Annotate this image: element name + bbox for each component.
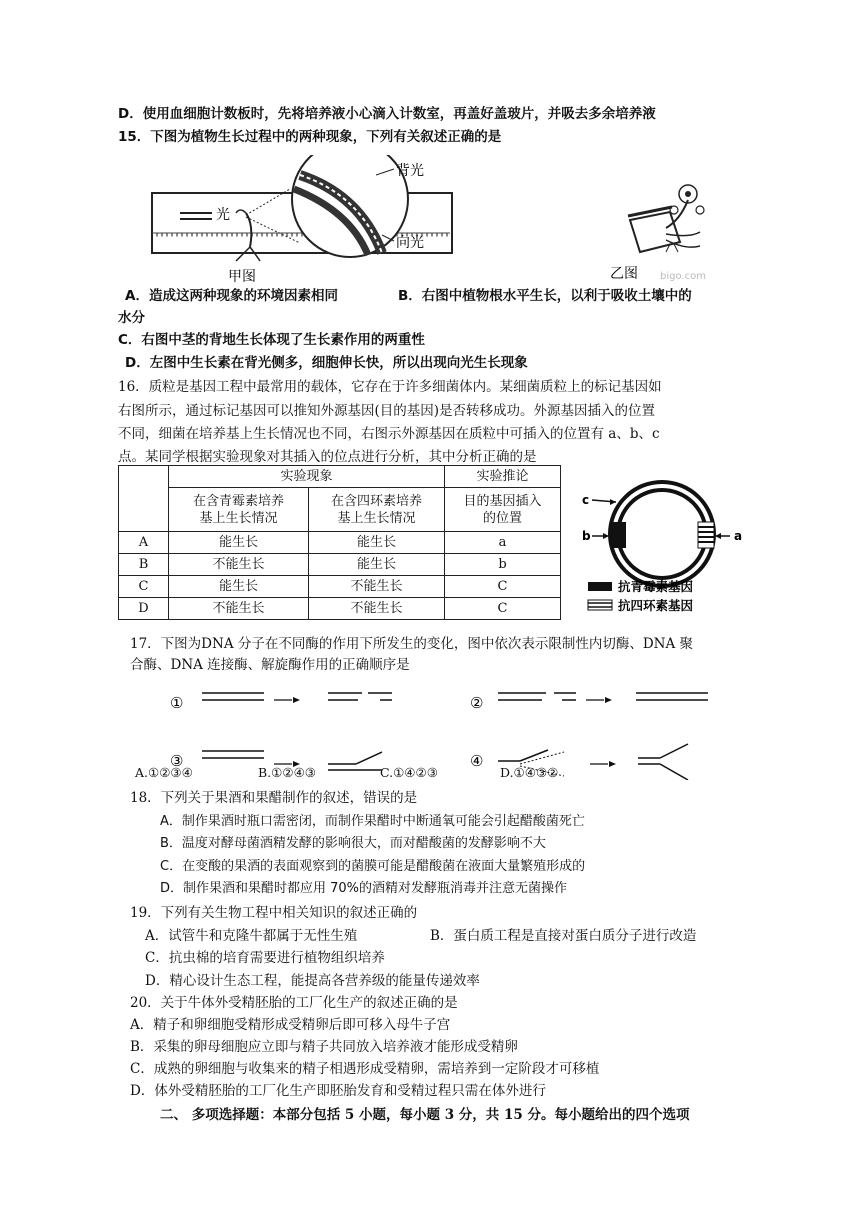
table-row: B 不能生长 能生长 b [119, 554, 561, 576]
q17-option-a: A.①②③④ [135, 765, 193, 780]
diagram-mark-2: ② [470, 694, 484, 712]
q18-stem: 18．下列关于果酒和果醋制作的叙述，错误的是 [130, 790, 418, 806]
fig15-left-caption: 甲图 [228, 269, 256, 285]
table-header-inference: 实验推论 [445, 466, 561, 488]
q16-stem-line-4: 点。某同学根据实验现象对其插入的位点进行分析，其中分析正确的是 [118, 449, 537, 465]
plasmid-label-b: b [582, 529, 591, 543]
fig15-right-caption: 乙图 [610, 266, 638, 282]
penicillin-gene-block [610, 522, 626, 548]
fig15-toward-light-label: 向光 [396, 235, 424, 251]
legend-penicillin-label: 抗青霉素基因 [618, 579, 694, 594]
q19-option-d: D．精心设计生态工程，能提高各营养级的能量传递效率 [145, 973, 480, 989]
q18-option-c: C．在变酸的果酒的表面观察到的菌膜可能是醋酸菌在液面大量繁殖形成的 [160, 859, 586, 874]
diagram-mark-3: ③ [170, 752, 184, 770]
q20-option-d: D．体外受精胚胎的工厂化生产即胚胎发育和受精过程只需在体外进行 [130, 1083, 546, 1099]
q14-option-d: D．使用血细胞计数板时，先将培养液小心滴入计数室，再盖好盖玻片，并吸去多余培养液 [118, 106, 656, 122]
plasmid-label-a: a [734, 529, 743, 543]
q18-option-d: D．制作果酒和果醋时都应用 70%的酒精对发酵瓶消毒并注意无菌操作 [160, 881, 568, 896]
q15-option-d: D．左图中生长素在背光侧多，细胞伸长快，所以出现向光生长现象 [125, 355, 528, 371]
legend-penicillin-swatch [588, 582, 612, 591]
q17-stem-line-2: 合酶、DNA 连接酶、解旋酶作用的正确顺序是 [130, 657, 410, 673]
fig15-watermark: bigo.com [660, 271, 706, 282]
q15-stem: 15．下图为植物生长过程中的两种现象，下列有关叙述正确的是 [118, 129, 502, 145]
legend-tetracycline-swatch [588, 600, 612, 610]
q18-option-a: A．制作果酒时瓶口需密闭，而制作果醋时中断通氧可能会引起醋酸菌死亡 [160, 814, 585, 829]
table-corner-cell [119, 466, 169, 532]
table-col-penicillin: 在含青霉素培养 基上生长情况 [169, 488, 309, 532]
q17-dna-diagram [160, 680, 720, 780]
fig15-back-light-label: 背光 [396, 163, 424, 179]
q16-stem-line-1: 16．质粒是基因工程中最常用的载体，它存在于许多细菌体内。某细菌质粒上的标记基因如 [118, 379, 662, 395]
q19-option-b: B．蛋白质工程是直接对蛋白质分子进行改造 [430, 928, 697, 944]
q20-option-b: B．采集的卵母细胞应立即与精子共同放入培养液才能形成受精卵 [130, 1039, 518, 1055]
q16-experiment-table [118, 465, 561, 620]
q18-option-b: B．温度对酵母菌酒精发酵的影响很大，而对醋酸菌的发酵影响不大 [160, 836, 546, 851]
table-header-phenomenon: 实验现象 [169, 466, 445, 488]
plasmid-label-c: c [582, 493, 590, 507]
table-col-tetracycline: 在含四环素培养 基上生长情况 [309, 488, 445, 532]
q20-stem: 20．关于牛体外受精胚胎的工厂化生产的叙述正确的是 [130, 995, 458, 1011]
table-row: C 能生长 不能生长 C [119, 576, 561, 598]
diagram-mark-1: ① [170, 694, 184, 712]
q19-stem: 19．下列有关生物工程中相关知识的叙述正确的 [130, 905, 418, 921]
table-row: A 能生长 能生长 a [119, 532, 561, 554]
q20-option-a: A．精子和卵细胞受精形成受精卵后即可移入母牛子宫 [130, 1017, 451, 1033]
table-col-position: 目的基因插入 的位置 [445, 488, 561, 532]
table-row: D 不能生长 不能生长 C [119, 598, 561, 620]
q19-option-c: C．抗虫棉的培育需要进行植物组织培养 [145, 950, 385, 966]
q16-plasmid-figure [578, 472, 748, 622]
q20-option-c: C．成熟的卵细胞与收集来的精子相遇形成受精卵，需培养到一定阶段才可移植 [130, 1061, 600, 1077]
q15-option-b: B．右图中植物根水平生长，以利于吸收土壤中的 [398, 288, 692, 304]
q17-stem-line-1: 17．下图为DNA 分子在不同酶的作用下所发生的变化，图中依次表示限制性内切酶、DNA 聚 [130, 636, 694, 652]
diagram-mark-4: ④ [470, 752, 484, 770]
q19-option-a: A．试管牛和克隆牛都属于无性生殖 [145, 928, 358, 944]
q15-figure-right [600, 180, 730, 285]
q15-option-b-cont: 水分 [118, 310, 145, 326]
legend-tetracycline-label: 抗四环素基因 [618, 598, 694, 613]
q16-stem-line-3: 不同，细菌在培养基上生长情况也不同，右图示外源基因在质粒中可插入的位置有 a、b、c [118, 426, 660, 442]
q15-figure-left [150, 155, 470, 285]
fig15-light-label: 光 [216, 207, 230, 223]
section-2-heading: 二、 多项选择题：本部分包括 5 小题，每小题 3 分，共 15 分。每小题给出的四个选项 [160, 1107, 690, 1123]
q17-option-d: D.①④③② [500, 765, 559, 780]
q17-option-c: C.①④②③ [380, 765, 438, 780]
q17-option-b: B.①②④③ [258, 765, 316, 780]
q15-option-c: C．右图中茎的背地生长体现了生长素作用的两重性 [118, 332, 425, 348]
q15-option-a: A．造成这两种现象的环境因素相同 [125, 288, 338, 304]
q16-stem-line-2: 右图所示，通过标记基因可以推知外源基因(目的基因)是否转移成功。外源基因插入的位置 [118, 403, 656, 419]
